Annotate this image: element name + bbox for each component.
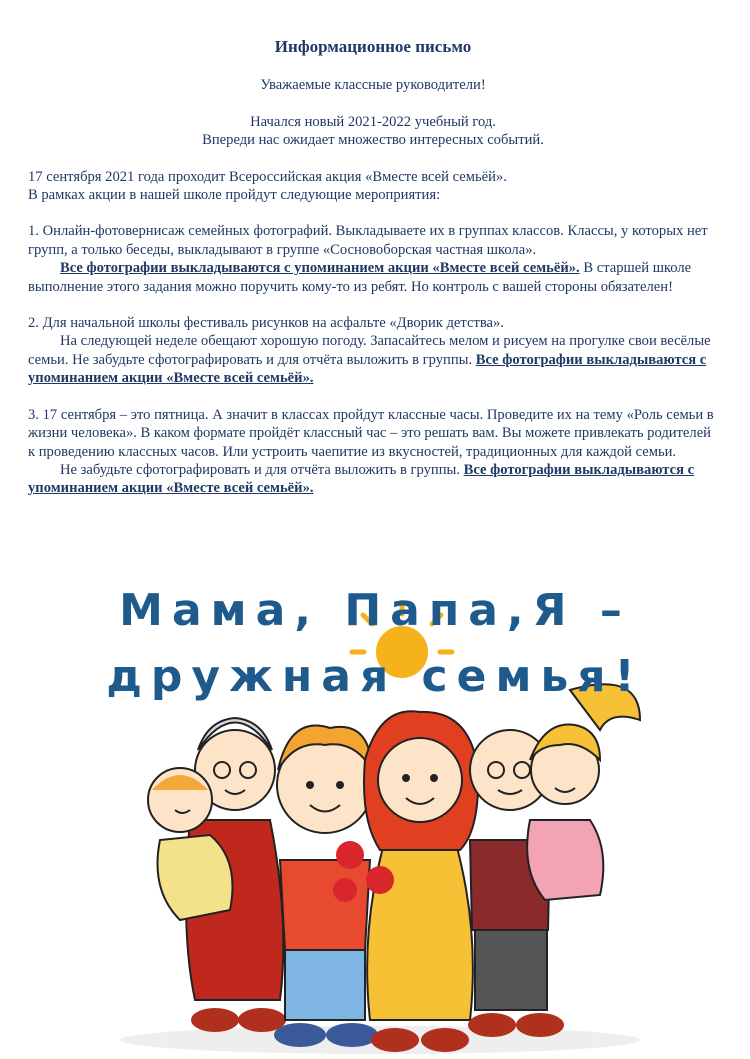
- item-1-paragraph: 1. Онлайн-фотовернисаж семейных фотографий. Выкладываете их в группах классов. Классы, у которых нет групп, а только беседы, выкладывают в группе «Сосновоборская частная школа».: [28, 223, 708, 258]
- action-line-1: 17 сентября 2021 года проходит Всероссийская акция «Вместе всей семьёй».: [28, 168, 507, 185]
- boy-figure: [274, 726, 378, 1047]
- item-1-emphasis: Все фотографии выкладываются с упоминанием акции «Вместе всей семьёй».: [60, 260, 580, 277]
- item-2-paragraph: [28, 332, 718, 387]
- item-2-heading: 2. Для начальной школы фестиваль рисунков на асфальте «Дворик детства».: [28, 315, 504, 332]
- girl-right-figure: [527, 684, 640, 900]
- letter-body: [28, 38, 718, 498]
- slogan-line-1: Мама, Папа,Я –: [119, 585, 631, 636]
- item-3-emphasis: Все фотографии выкладываются с упоминанием акции «Вместе всей семьёй».: [28, 461, 695, 497]
- intro-line-2: Впереди нас ожидает множество интересных событий.: [202, 132, 544, 149]
- letter-title: Информационное письмо: [274, 37, 472, 56]
- item-2-emphasis: Все фотографии выкладываются с упоминанием акции «Вместе всей семьёй».: [28, 351, 707, 387]
- item-1-emphasis-paragraph: [28, 259, 718, 296]
- item-1-tail: В старшей школе выполнение этого задания можно поручить кому-то из ребят. Но контроль с вашей стороны обязателен!: [28, 260, 692, 295]
- item-3-followup: [28, 461, 718, 498]
- slogan-line-2: дружная семья!: [106, 651, 644, 702]
- intro-line-1: Начался новый 2021-2022 учебный год.: [250, 113, 496, 130]
- item-2-body: На следующей неделе обещают хорошую погоду. Запасайтесь мелом и рисуем на прогулке свои весёлые семьи. Не забудьте сфотографировать и для отчёта выложить в группы.: [28, 333, 711, 368]
- item-3-paragraph: 3. 17 сентября – это пятница. А значит в классах пройдут классные часы. Проведите их на тему «Роль семьи в жизни человека». В каком формате пройдёт классный час – это решать вам. Вы можете привлекать родителей к проведению классных часов. Или устроить чаепитие из вкусностей, традиционных для каждой семьи.: [28, 406, 714, 460]
- item-3-body: Не забудьте сфотографировать и для отчёта выложить в группы.: [60, 461, 464, 478]
- greeting: Уважаемые классные руководители!: [260, 77, 486, 94]
- action-line-2: В рамках акции в нашей школе пройдут следующие мероприятия:: [28, 187, 441, 204]
